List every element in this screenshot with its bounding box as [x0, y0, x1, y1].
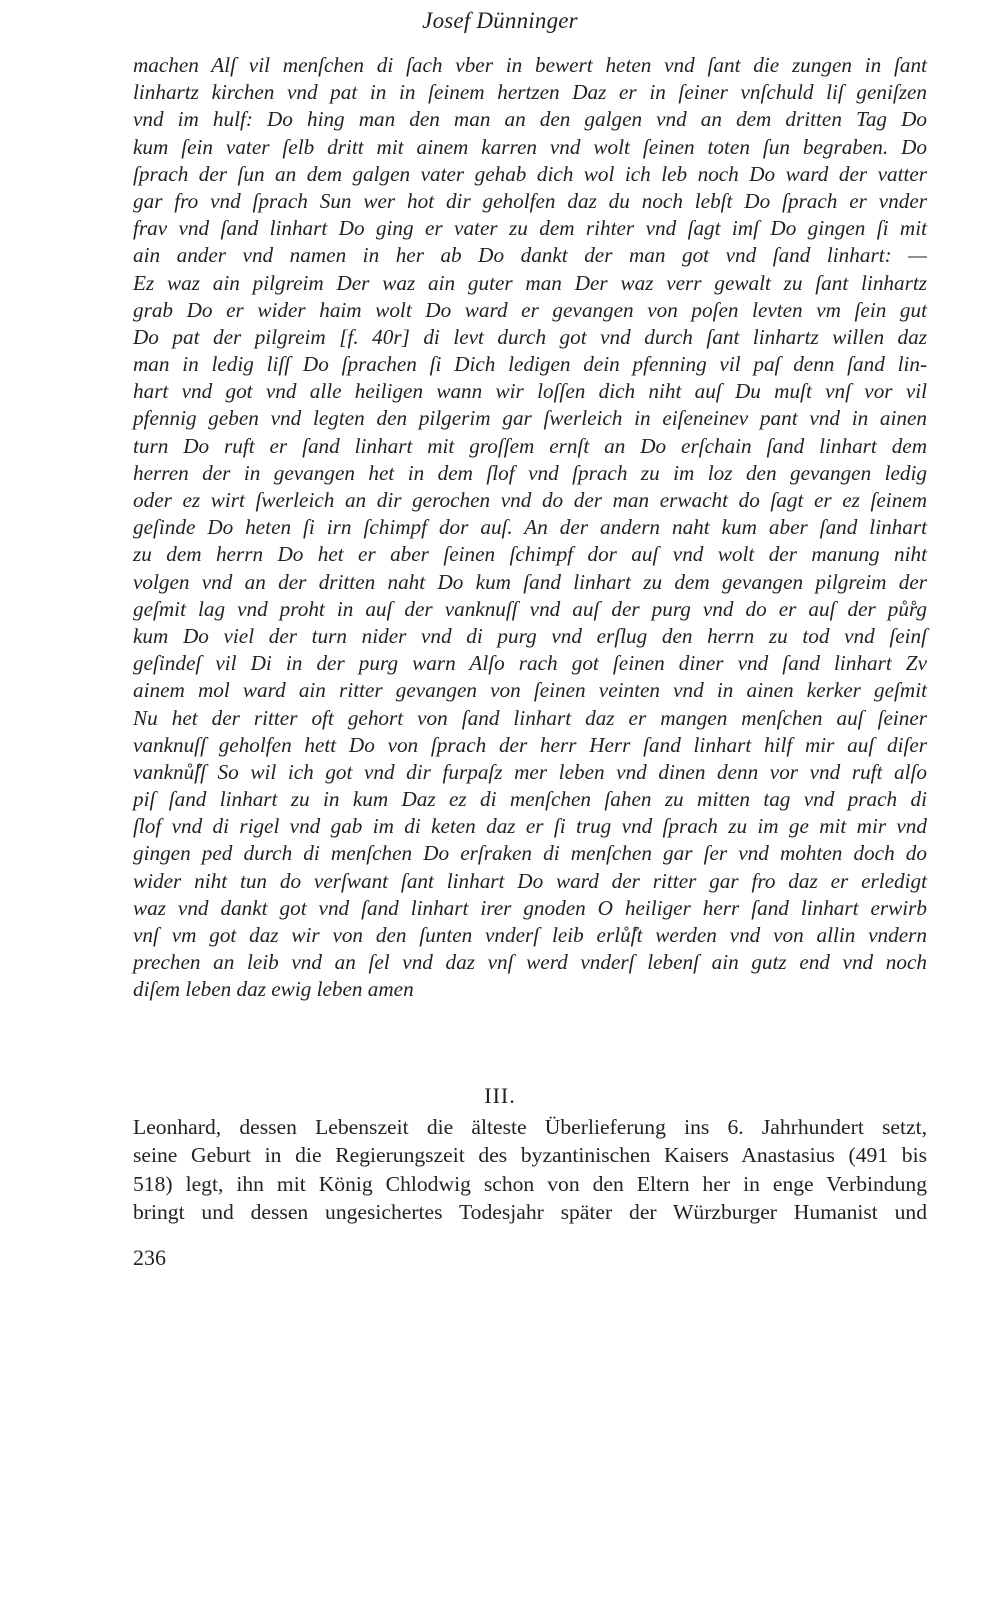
text-line: herren der in gevangen het in dem ſlof vnd ſprach zu im loz den gevangen ledig	[133, 460, 927, 485]
text-line: volgen vnd an der dritten naht Do kum ſand linhart zu dem gevangen pilgreim der	[133, 569, 927, 594]
text-line: ſlof vnd di rigel vnd gab im di keten daz er ſi trug vnd ſprach zu im ge mit mir vnd	[133, 814, 927, 839]
text-line: gingen ped durch di menſchen Do erſraken di menſchen gar ſer vnd mohten doch do	[133, 841, 927, 866]
page-number: 236	[133, 1245, 166, 1270]
transcription-block	[133, 52, 927, 1004]
text-line: bringt und dessen ungesichertes Todesjahr später der Würzburger Humanist und	[133, 1200, 927, 1225]
essay-paragraph	[133, 1113, 927, 1227]
text-line: Nu het der ritter oft gehort von ſand linhart daz er mangen menſchen auſ ſeiner	[133, 705, 927, 730]
text-line: vanknuſſ geholfen hett Do von ſprach der herr Herr ſand linhart hilf mir auſ diſer	[133, 732, 927, 757]
text-line: zu dem herrn Do het er aber ſeinen ſchimpf dor auſ vnd wolt der manung niht	[133, 542, 927, 567]
text-line: diſem leben daz ewig leben amen	[133, 977, 414, 1002]
text-line: Leonhard, dessen Lebenszeit die älteste Überlieferung ins 6. Jahrhundert setzt,	[133, 1115, 927, 1139]
text-line: linhartz kirchen vnd pat in in ſeinem hertzen Daz er in ſeiner vnſchuld liſ geniſzen	[133, 80, 927, 105]
text-line: vanknů̊ſſ So wil ich got vnd dir furpaſz mer leben vnd dinen denn vor vnd ruft alſo	[133, 759, 927, 784]
text-line: kum Do viel der turn nider vnd di purg vnd erſlug den herrn zu tod vnd ſeinſ	[133, 623, 927, 648]
text-line: kum ſein vater ſelb dritt mit ainem karren vnd wolt ſeinen toten ſun begraben. Do	[133, 134, 927, 159]
text-line: machen Alſ vil menſchen di ſach vber in bewert heten vnd ſant die zungen in ſant	[133, 53, 927, 77]
text-line: geſindeſ vil Di in der purg warn Alſo rach got ſeinen diner vnd ſand linhart Zv	[133, 651, 927, 676]
text-line: vnd im hulf: Do hing man den man an den galgen vnd an dem dritten Tag Do	[133, 107, 927, 132]
text-line: 518) legt, ihn mit König Chlodwig schon von den Eltern her in enge Verbindung	[133, 1171, 927, 1196]
text-line: oder ez wirt ſwerleich an dir gerochen vnd do der man erwacht do ſagt er ez ſeinem	[133, 488, 927, 512]
text-line: piſ ſand linhart zu in kum Daz ez di menſchen ſahen zu mitten tag vnd prach di	[133, 787, 927, 812]
text-line: turn Do ruft er ſand linhart mit groſſem ernſt an Do erſchain ſand linhart dem	[133, 433, 927, 458]
text-line: pfennig geben vnd legten den pilgerim gar ſwerleich in eiſeneinev pant vnd in ainen	[133, 406, 927, 431]
text-line: man in ledig liſſ Do ſprachen ſi Dich ledigen dein pfenning vil paſ denn ſand lin-	[133, 352, 927, 377]
text-line: geſmit lag vnd proht in auſ der vanknuſſ vnd auſ der purg vnd do er auſ der pů̊rg	[133, 596, 927, 621]
text-line: hart vnd got vnd alle heiligen wann wir loſſen dich niht auſ Du muſt vnſ vor vil	[133, 379, 927, 404]
text-line: ainem mol ward ain ritter gevangen von ſeinen veinten vnd in ainen kerker geſmit	[133, 678, 927, 703]
text-line: wider niht tun do verſwant ſant linhart Do ward der ritter gar fro daz er erledigt	[133, 868, 927, 893]
text-line: Ez waz ain pilgreim Der waz ain guter man Der waz verr gewalt zu ſant linhartz	[133, 270, 927, 295]
section-heading: III.	[484, 1083, 516, 1108]
running-head: Josef Dünninger	[422, 8, 578, 33]
text-line: ſprach der ſun an dem galgen vater gehab dich wol ich leb noch Do ward der vatter	[133, 161, 927, 186]
text-line: vnſ vm got daz wir von den ſunten vnderſ leib erlů̊ſt werden vnd von allin vndern	[133, 923, 927, 947]
text-line: geſinde Do heten ſi irn ſchimpf dor auſ. An der andern naht kum aber ſand linhart	[133, 515, 927, 540]
text-line: grab Do er wider haim wolt Do ward er gevangen von poſen levten vm ſein gut	[133, 297, 927, 322]
text-line: seine Geburt in die Regierungszeit des byzantinischen Kaisers Anastasius (491 bis	[133, 1143, 927, 1168]
text-line: frav vnd ſand linhart Do ging er vater zu dem rihter vnd ſagt imſ Do gingen ſi mit	[133, 216, 927, 241]
text-line: waz vnd dankt got vnd ſand linhart irer gnoden O heiliger herr ſand linhart erwirb	[133, 895, 927, 920]
text-line: ain ander vnd namen in her ab Do dankt der man got vnd ſand linhart: —	[133, 243, 927, 268]
text-line: gar fro vnd ſprach Sun wer hot dir geholfen daz du noch lebſt Do ſprach er vnder	[133, 188, 927, 213]
text-line: Do pat der pilgreim [f. 40r] di levt durch got vnd durch ſant linhartz willen daz	[133, 324, 927, 349]
text-line: prechen an leib vnd an ſel vnd daz vnſ werd vnderſ lebenſ ain gutz end vnd noch	[133, 950, 927, 975]
